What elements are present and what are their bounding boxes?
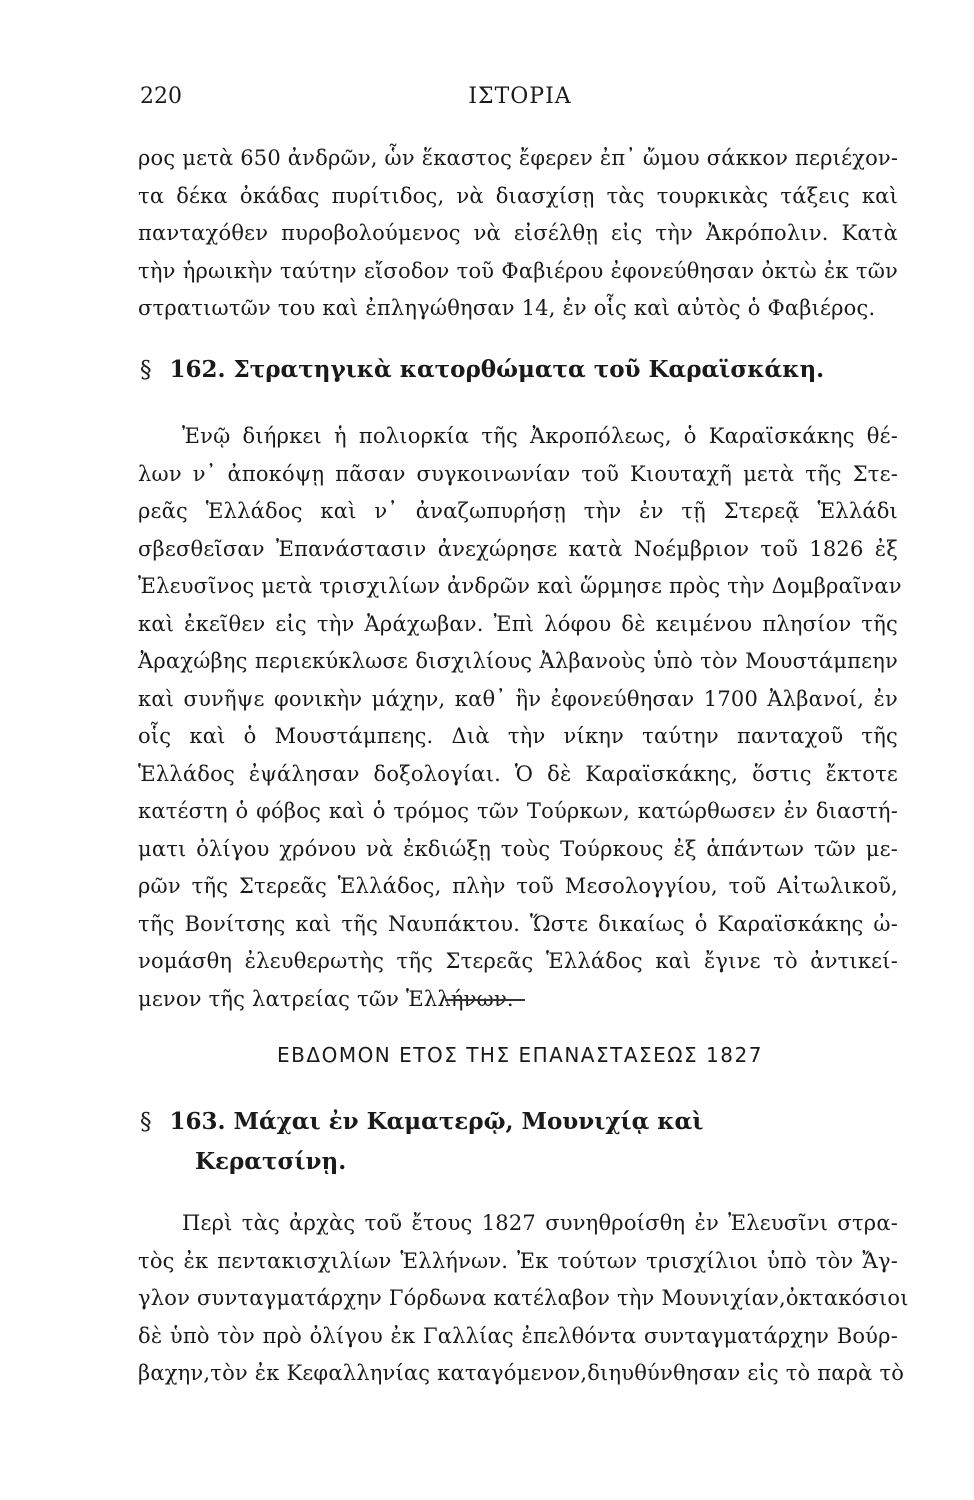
text-line: γλον συνταγματάρχην Γόρδωνα κατέλαβον τὴν Μουνιχίαν,ὀκτακόσιοι [138,1286,909,1310]
text-line: δὲ ὑπὸ τὸν πρὸ ὀλίγου ἐκ Γαλλίας ἐπελθόντα συνταγματάρχην Βούρ- [138,1323,898,1348]
section-title: 163. Μάχαι ἐν Καματερῷ, Μουνιχίᾳ καὶ [169,1108,704,1135]
text-line: βαχην,τὸν ἐκ Κεφαλληνίας καταγόμενον,διηυθύνθησαν εἰς τὸ παρὰ τὸ [138,1361,905,1385]
text-line: καὶ ἐκεῖθεν εἰς τὴν Ἀράχωβαν. Ἐπὶ λόφου δὲ κειμένου πλησίον τῆς [138,611,898,636]
text-line: ματι ὀλίγου χρόνου νὰ ἐκδιώξῃ τοὺς Τούρκους ἐξ ἁπάντων τῶν με- [138,836,898,861]
text-line: τα δέκα ὀκάδας πυρίτιδος, νὰ διασχίσῃ τὰς τουρκικὰς τάξεις καὶ [138,183,898,208]
paragraph-1827 [138,1205,909,1393]
text-line: στρατιωτῶν του καὶ ἐπληγώθησαν 14, ἐν οἷς καὶ αὐτὸς ὁ Φαβιέρος. [138,296,876,320]
paragraph-continuation [138,140,898,328]
page-header [140,84,900,120]
text-line: μενον τῆς λατρείας τῶν Ἑλλήνων. [138,986,514,1011]
text-line: ρεᾶς Ἑλλάδος καὶ ν᾽ ἀναζωπυρήσῃ τὴν ἐν τῇ Στερεᾷ Ἑλλάδι [138,499,898,523]
section-divider [445,999,525,1001]
text-line: λων ν᾽ ἀποκόψῃ πᾶσαν συγκοινωνίαν τοῦ Κιουταχῆ μετὰ τῆς Στε- [138,461,898,486]
text-line: ρῶν τῆς Στερεᾶς Ἑλλάδος, πλὴν τοῦ Μεσολογγίου, τοῦ Αἰτωλικοῦ, [138,874,898,898]
text-line: Ἐνῷ διήρκει ἡ πολιορκία τῆς Ἀκροπόλεως, ὁ Καραϊσκάκης θέ- [182,424,898,448]
text-line: κατέστη ὁ φόβος καὶ ὁ τρόμος τῶν Τούρκων, κατώρθωσεν ἐν διαστή- [138,799,898,823]
text-line: τὸς ἐκ πεντακισχιλίων Ἑλλήνων. Ἐκ τούτων τρισχίλιοι ὑπὸ τὸν Ἄγ- [138,1248,898,1273]
text-line: τῆς Βονίτσης καὶ τῆς Ναυπάκτου. Ὥστε δικαίως ὁ Καραϊσκάκης ὠ- [138,911,898,936]
text-line: Ἐλευσῖνος μετὰ τρισχιλίων ἀνδρῶν καὶ ὥρμησε πρὸς τὴν Δομβραῖναν [138,574,902,598]
era-heading: ΕΒΔΟΜΟΝ ΕΤΟΣ ΤΗΣ ΕΠΑΝΑΣΤΑΣΕΩΣ 1827 [277,1043,763,1067]
text-line: καὶ συνῆψε φονικὴν μάχην, καθ᾽ ἣν ἐφονεύθησαν 1700 Ἀλβανοί, ἐν [138,686,898,711]
text-line: νομάσθη ἐλευθερωτὴς τῆς Στερεᾶς Ἑλλάδος καὶ ἔγινε τὸ ἀντικεί- [138,949,898,973]
text-line: Ἑλλάδος ἐψάλησαν δοξολογίαι. Ὁ δὲ Καραϊσκάκης, ὅστις ἔκτοτε [138,761,898,786]
text-line: τὴν ἡρωικὴν ταύτην εἴσοδον τοῦ Φαβιέρου ἐφονεύθησαν ὀκτὼ ἐκ τῶν [138,258,898,283]
section-title-continued: Κερατσίνῃ. [195,1148,347,1175]
text-line: οἷς καὶ ὁ Μουστάμπεης. Διὰ τὴν νίκην ταύτην πανταχοῦ τῆς [138,724,898,748]
section-sign: § [140,1109,152,1135]
text-line: ρος μετὰ 650 ἀνδρῶν, ὧν ἕκαστος ἔφερεν ἐπ᾽ ὤμου σάκκον περιέχον- [138,146,899,170]
section-sign: § [140,357,152,383]
section-heading-163-cont [195,1148,955,1175]
section-heading-163 [140,1108,900,1135]
page-number: 220 [140,84,182,109]
section-title: 162. Στρατηγικὰ κατορθώματα τοῦ Καραϊσκάκη. [169,356,825,383]
running-head: ΙΣΤΟΡΙΑ [468,84,572,109]
text-line: πανταχόθεν πυροβολούμενος νὰ εἰσέλθῃ εἰς τὴν Ἀκρόπολιν. Κατὰ [138,221,898,245]
text-line: Περὶ τὰς ἀρχὰς τοῦ ἔτους 1827 συνηθροίσθη ἐν Ἐλευσῖνι στρα- [182,1211,898,1235]
text-line: Ἀραχώβης περιεκύκλωσε δισχιλίους Ἀλβανοὺς ὑπὸ τὸν Μουστάμπεην [138,649,898,673]
paragraph-karaiskakis [138,418,902,1018]
text-line: σβεσθεῖσαν Ἐπανάστασιν ἀνεχώρησε κατὰ Νοέμβριον τοῦ 1826 ἐξ [138,536,898,561]
section-heading-162 [140,356,900,383]
